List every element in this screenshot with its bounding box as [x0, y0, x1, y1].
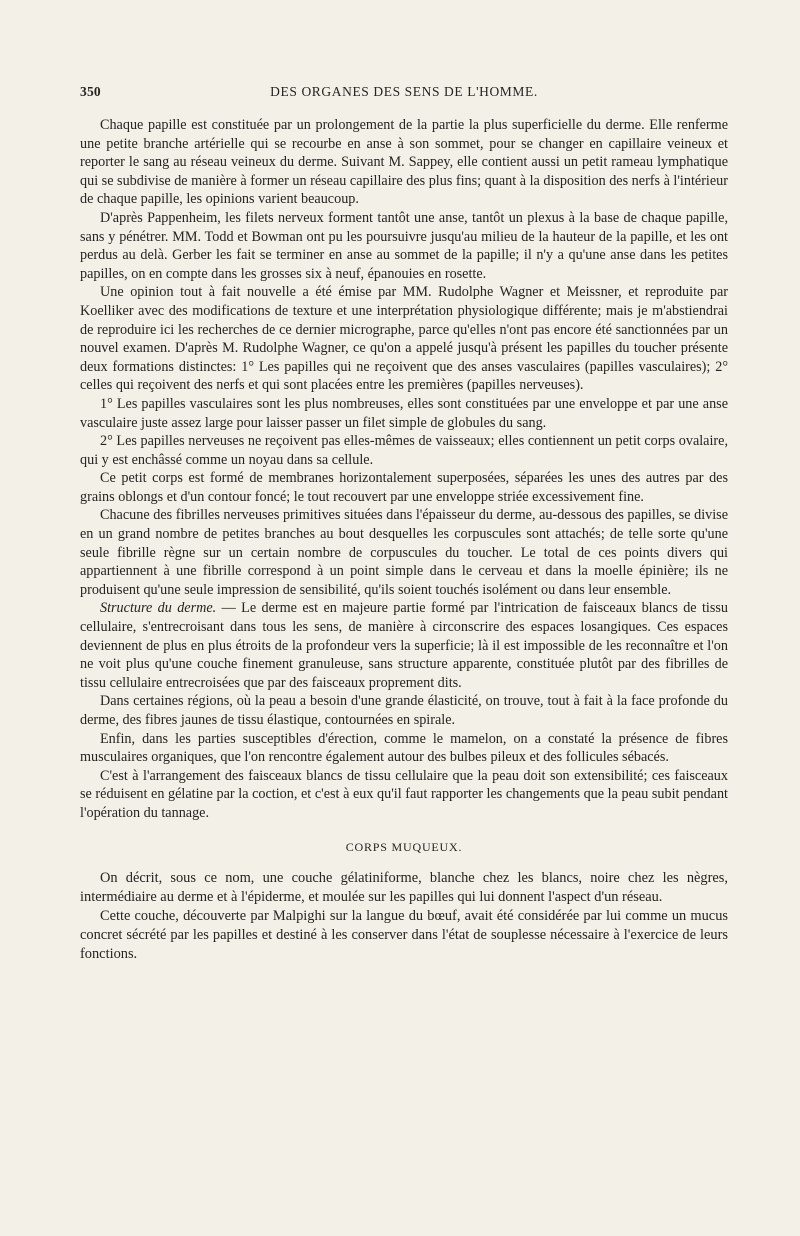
- paragraph-text: — Le derme est en majeure partie formé par l'intrication de faisceaux blancs de tissu cellulaire, s'entrecroisant dans tous les sens, de manière à circonscrire des espaces losangiques. Ces espaces deviennent de plus en plus étroits de la profondeur vers la superficie; là il est impossible de les reconnaître et l'on ne voit plus qu'une couche finement granuleuse, sans structure apparente, constituée plutôt par des fibrilles de tissu cellulaire entrecroisées que par des faisceaux proprement dits.: [80, 600, 728, 691]
- paragraph: [80, 469, 728, 506]
- paragraph: [80, 730, 728, 767]
- paragraph-lead: Structure du derme.: [100, 600, 217, 617]
- paragraph: [80, 907, 728, 964]
- paragraph-text: Ce petit corps est formé de membranes horizontalement superposées, séparées les unes des autres par des grains oblongs et d'un contour foncé; le tout recouvert par une enveloppe striée excessivement fine.: [80, 470, 728, 505]
- page-number: 350: [80, 84, 101, 99]
- page-header: [80, 84, 728, 104]
- paragraph: [80, 116, 728, 209]
- paragraph-text: Dans certaines régions, où la peau a besoin d'une grande élasticité, on trouve, tout à fait à la face profonde du derme, des fibres jaunes de tissu élastique, contournées en spirale.: [80, 693, 728, 728]
- paragraph-text: Cette couche, découverte par Malpighi sur la langue du bœuf, avait été considérée par lui comme un mucus concret sécrété par les papilles et destiné à les conserver dans l'état de souplesse nécessaire à l'exercice de leurs fonctions.: [80, 908, 728, 963]
- running-title: DES ORGANES DES SENS DE L'HOMME.: [270, 84, 538, 99]
- paragraph-text: Enfin, dans les parties susceptibles d'érection, comme le mamelon, on a constaté la présence de fibres musculaires organiques, que l'on rencontre également autour des bulbes pileux et des follicules sébacés.: [80, 730, 728, 766]
- paragraph-text: Chacune des fibrilles nerveuses primitives situées dans l'épaisseur du derme, au-dessous des papilles, se divise en un grand nombre de petites branches au bout desquelles les corpuscules sont attachés; de telle sorte qu'une seule fibrille règne sur un certain nombre de corpuscules du toucher. Le total de ces points divers qui appartiennent à une fibrille correspond à un point simple dans le cerveau et dans la moelle épinière; ils ne produisent qu'une seule impression de sensibilité, qu'ils soient touchés isolément ou dans leur ensemble.: [80, 507, 728, 598]
- paragraph-text: Chaque papille est constituée par un prolongement de la partie la plus superficielle du derme. Elle renferme une petite branche artérielle qui se recourbe en anse à son sommet, pour se changer en capillaire veineux et reporter le sang au réseau veineux du derme. Suivant M. Sappey, elle contient aussi un petit rameau lymphatique qui se subdivise de manière à former un réseau capillaire des plus fins; quant à la disposition des nerfs à l'intérieur de chaque papille, les opinions varient beaucoup.: [80, 117, 728, 208]
- body-text: [80, 116, 728, 964]
- paragraph: [80, 283, 728, 395]
- paragraph-text: D'après Pappenheim, les filets nerveux forment tantôt une anse, tantôt un plexus à la base de chaque papille, sans y pénétrer. MM. Todd et Bowman ont pu les poursuivre jusqu'au milieu de la hauteur de la papille, et les ont perdus au delà. Gerber les fait se terminer en anse au sommet de la papille; il n'y a qu'une anse dans les petites papilles, on en compte dans les grosses six à neuf, épanouies en rosette.: [80, 209, 728, 282]
- paragraph: [80, 209, 728, 283]
- paragraph: [80, 599, 728, 692]
- paragraph-text: Une opinion tout à fait nouvelle a été émise par MM. Rudolphe Wagner et Meissner, et reproduite par Koelliker avec des modifications de texture et une interprétation physiologique différente; mais je m'abstiendrai de reproduire ici les recherches de ce dernier micrographe, parce qu'elles n'ont pas encore été sanctionnées par un nouvel examen. D'après M. Rudolphe Wagner, ce qu'on a appelé jusqu'à présent les papilles du toucher présente deux formations distinctes: 1° Les papilles qui ne reçoivent que des anses vasculaires (papilles vasculaires); 2° celles qui reçoivent des nerfs et qui sont placées entre les premières (papilles nerveuses).: [80, 284, 728, 394]
- paragraph: [80, 869, 728, 907]
- paragraph: [80, 432, 728, 469]
- paragraph: [80, 395, 728, 432]
- paragraph-text: On décrit, sous ce nom, une couche gélatiniforme, blanche chez les blancs, noire chez les nègres, intermédiaire au derme et à l'épiderme, et moulée sur les papilles qui lui donnent l'aspect d'un réseau.: [80, 870, 728, 906]
- paragraph-text: 1° Les papilles vasculaires sont les plus nombreuses, elles sont constituées par une enveloppe et par une anse vasculaire juste assez large pour laisser passer un filet simple de globules du sang.: [80, 395, 728, 431]
- paragraph-text: 2° Les papilles nerveuses ne reçoivent pas elles-mêmes de vaisseaux; elles contiennent un petit corps ovalaire, qui y est enchâssé comme un noyau dans sa cellule.: [80, 433, 728, 468]
- paragraph-text: C'est à l'arrangement des faisceaux blancs de tissu cellulaire que la peau doit son extensibilité; ces faisceaux se réduisent en gélatine par la coction, et c'est à eux qu'il faut rapporter les changements que la peau subit pendant l'opération du tannage.: [80, 767, 728, 821]
- section-heading: CORPS MUQUEUX.: [345, 839, 463, 854]
- paragraph: [80, 506, 728, 599]
- section-body: [80, 869, 728, 964]
- paragraph: [80, 692, 728, 729]
- paragraph: [80, 767, 728, 823]
